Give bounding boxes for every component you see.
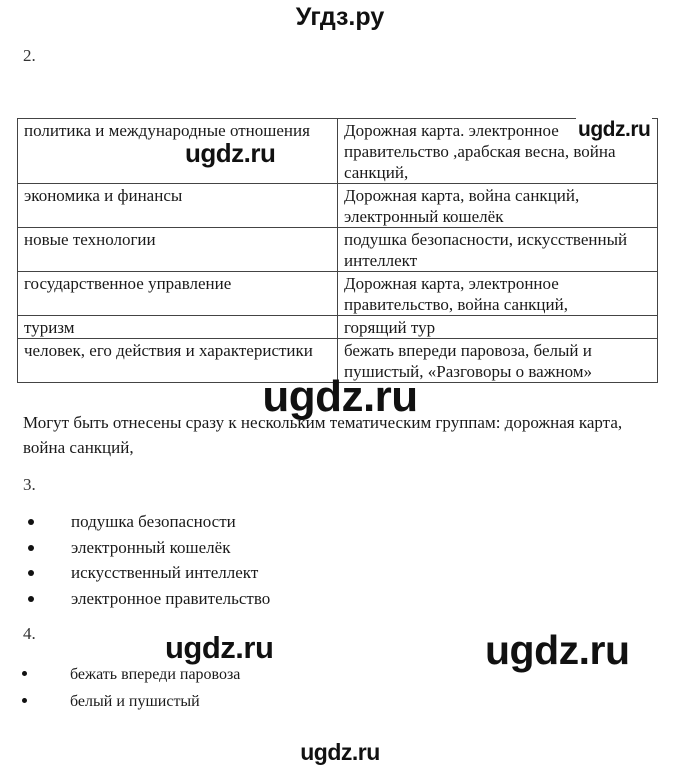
task-3-number: 3. — [23, 475, 36, 494]
table-row — [18, 316, 658, 339]
topic-cell: политика и международные отношения — [18, 119, 338, 184]
terms-cell: бежать впереди паровоза, белый и пушистый, «Разговоры о важном» — [338, 339, 658, 383]
table-row — [18, 184, 658, 228]
task-3-list — [28, 509, 270, 611]
terms-cell: Дорожная карта, война санкций, электронный кошелёк — [338, 184, 658, 228]
terms-cell: Дорожная карта. электронное правительство ,арабская весна, война санкций, — [338, 119, 658, 184]
topic-cell: новые технологии — [18, 228, 338, 272]
bullet-icon — [28, 545, 34, 551]
task-4-number: 4. — [23, 624, 36, 643]
watermark: ugdz.ru — [485, 627, 630, 673]
list-item: подушка безопасности — [28, 509, 270, 535]
watermark: ugdz.ru — [578, 118, 651, 141]
topics-table — [17, 118, 658, 383]
bullet-icon — [28, 596, 34, 602]
watermark: ugdz.ru — [185, 138, 276, 168]
watermark: ugdz.ru — [262, 372, 418, 421]
list-item: электронное правительство — [28, 586, 270, 612]
list-item: искусственный интеллект — [28, 560, 270, 586]
topic-cell: человек, его действия и характеристики — [18, 339, 338, 383]
list-item: бежать впереди паровоза — [22, 661, 240, 688]
task-2-note: Могут быть отнесены сразу к нескольким тематическим группам: дорожная карта, война санкций, — [23, 413, 623, 457]
list-item: белый и пушистый — [22, 688, 240, 715]
site-title: Угдз.ру — [295, 3, 385, 31]
topic-cell: государственное управление — [18, 272, 338, 316]
watermark: ugdz.ru — [165, 630, 274, 665]
topic-cell: туризм — [18, 316, 338, 339]
task-4-list — [22, 661, 240, 714]
bullet-icon — [22, 698, 27, 703]
table-row — [18, 228, 658, 272]
terms-cell: подушка безопасности, искусственный интеллект — [338, 228, 658, 272]
list-item: электронный кошелёк — [28, 535, 270, 561]
watermark-footer: ugdz.ru — [300, 739, 380, 765]
bullet-icon — [28, 519, 34, 525]
bullet-icon — [28, 570, 34, 576]
table-row — [18, 272, 658, 316]
table-row — [18, 119, 658, 184]
task-2-number: 2. — [23, 46, 36, 65]
terms-cell: горящий тур — [338, 316, 658, 339]
bullet-icon — [22, 671, 27, 676]
topic-cell: экономика и финансы — [18, 184, 338, 228]
terms-cell: Дорожная карта, электронное правительство, война санкций, — [338, 272, 658, 316]
